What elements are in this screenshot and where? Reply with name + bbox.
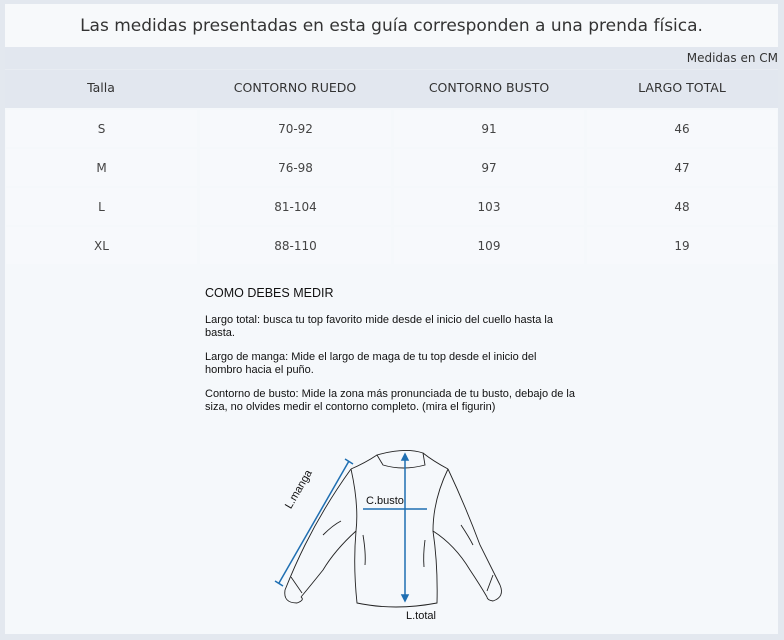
table-header [5,47,778,108]
cell-busto: 103 [394,188,584,225]
instructions-title: COMO DEBES MEDIR [205,286,334,300]
cell-ruedo: 76-98 [200,149,391,186]
table-row [5,110,778,147]
cell-talla: XL [6,227,197,264]
table-row [5,149,778,186]
measuring-instructions [205,286,575,425]
cell-talla: L [6,188,197,225]
instruction-largo-manga: Largo de manga: Mide el largo de maga de tu top desde el inicio del hombro hacia el puño. [205,351,537,376]
cell-ruedo: 70-92 [200,110,391,147]
header-contorno-busto: CONTORNO BUSTO [428,80,550,95]
cell-busto: 97 [394,149,584,186]
units-label: Medidas en CM [686,51,778,65]
instruction-contorno-busto: Contorno de busto: Mide la zona más pronunciada de tu busto, debajo de la siza, no olvides medir el contorno completo. (mira el figurin) [205,388,575,413]
cell-talla: S [6,110,197,147]
cell-busto: 109 [394,227,584,264]
cell-largo: 48 [587,188,777,225]
cell-ruedo: 81-104 [200,188,391,225]
header-contorno-ruedo: CONTORNO RUEDO [233,80,357,95]
cell-largo: 46 [587,110,777,147]
label-l-manga: L.manga [283,467,315,511]
label-l-total: L.total [406,610,436,622]
table-row [5,227,778,264]
garment-diagram [265,445,525,630]
cell-busto: 91 [394,110,584,147]
header-largo-total: LARGO TOTAL [638,80,726,95]
table-row [5,188,778,225]
instruction-largo-total: Largo total: busca tu top favorito mide desde el inicio del cuello hasta la basta. [205,314,553,339]
cell-talla: M [6,149,197,186]
cell-largo: 47 [587,149,777,186]
cell-ruedo: 88-110 [200,227,391,264]
page-title: Las medidas presentadas en esta guía corresponden a una prenda física. [5,4,778,47]
label-c-busto: C.busto [366,495,404,507]
header-talla: Talla [87,80,115,95]
divider [5,69,778,70]
cell-largo: 19 [587,227,777,264]
